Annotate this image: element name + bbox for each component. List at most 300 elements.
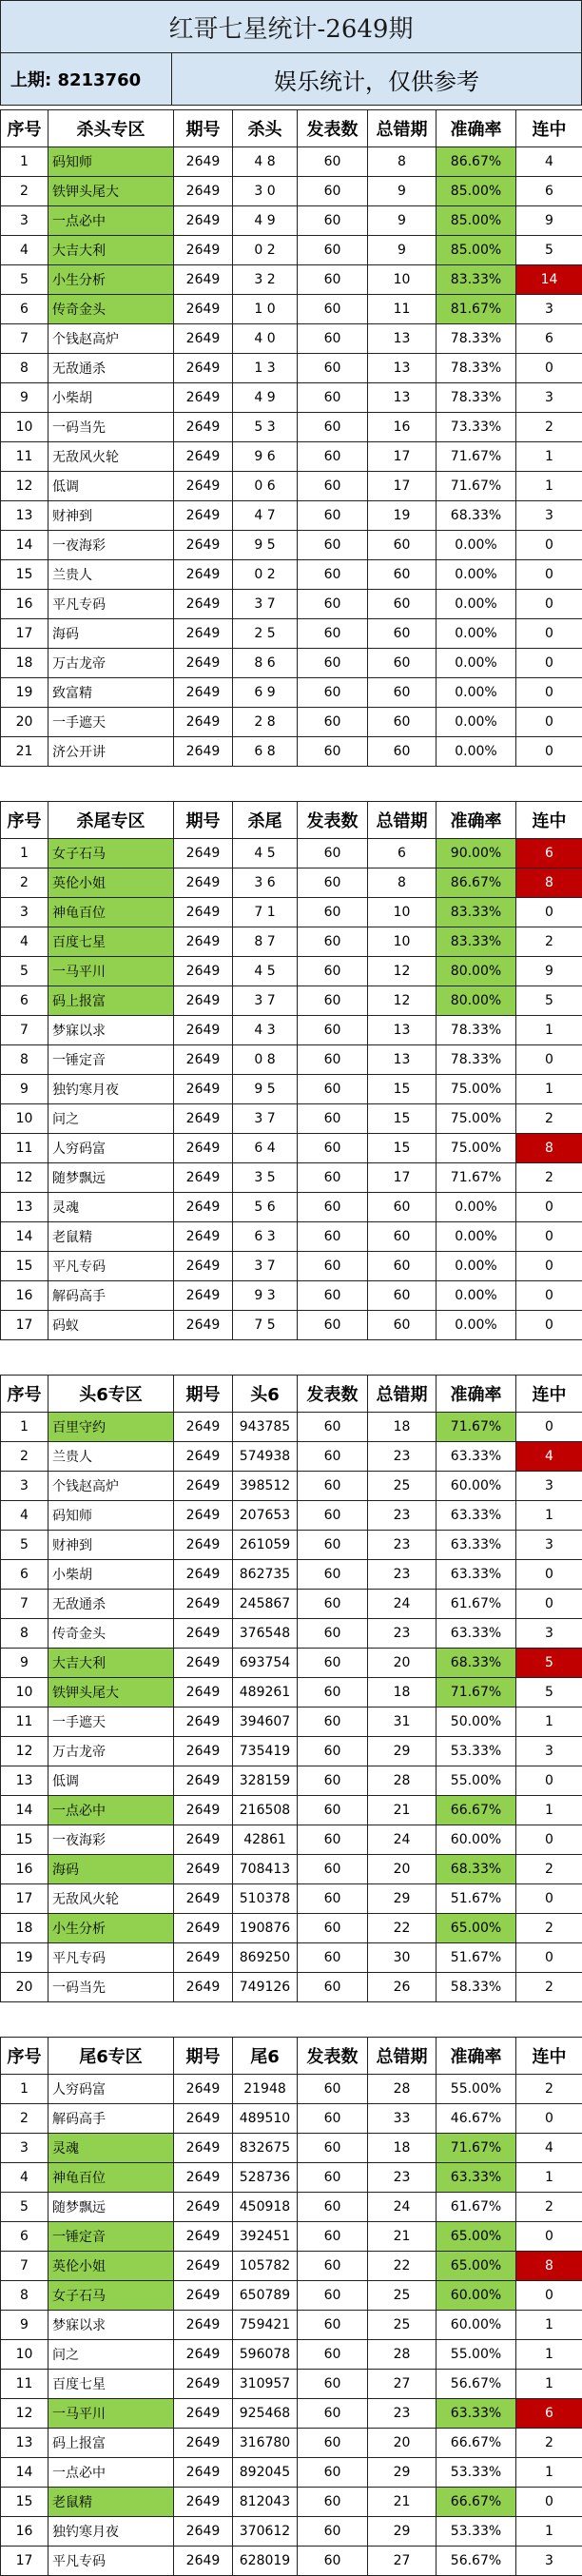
accuracy-rate-cell: 71.67% — [436, 2134, 516, 2163]
accuracy-rate-cell: 56.67% — [436, 2547, 516, 2576]
accuracy-rate-cell: 56.67% — [436, 2370, 516, 2399]
win-streak-cell: 2 — [516, 2193, 582, 2222]
column-header-published-count: 发表数 — [298, 110, 368, 147]
published-count-cell: 60 — [298, 1796, 368, 1825]
win-streak-cell: 6 — [516, 839, 582, 868]
accuracy-rate-cell: 83.33% — [436, 265, 516, 295]
table-row — [1, 1531, 582, 1560]
issue-number-cell: 2649 — [174, 2104, 233, 2134]
prediction-value-cell: 574938 — [233, 1442, 298, 1472]
table-row — [1, 236, 582, 265]
prediction-value-cell: 3 2 — [233, 265, 298, 295]
total-errors-cell: 27 — [368, 2370, 436, 2399]
prediction-value-cell: 4 8 — [233, 147, 298, 177]
expert-name-cell: 一码当先 — [48, 1973, 174, 2002]
row-number-cell: 1 — [1, 147, 48, 177]
expert-name-cell: 一马平川 — [48, 957, 174, 986]
issue-number-cell: 2649 — [174, 839, 233, 868]
table-row — [1, 1678, 582, 1708]
win-streak-cell: 2 — [516, 413, 582, 442]
prediction-value-cell: 5 6 — [233, 1193, 298, 1222]
prediction-value-cell: 3 7 — [233, 1104, 298, 1134]
expert-name-cell: 海码 — [48, 619, 174, 649]
accuracy-rate-cell: 81.67% — [436, 295, 516, 324]
accuracy-rate-cell: 75.00% — [436, 1134, 516, 1163]
table-row — [1, 147, 582, 177]
table-row — [1, 324, 582, 354]
row-number-cell: 7 — [1, 1590, 48, 1619]
issue-number-cell: 2649 — [174, 1222, 233, 1252]
row-number-cell: 21 — [1, 737, 48, 767]
win-streak-cell: 1 — [516, 1075, 582, 1104]
accuracy-rate-cell: 51.67% — [436, 1943, 516, 1973]
total-errors-cell: 18 — [368, 1678, 436, 1708]
total-errors-cell: 23 — [368, 1531, 436, 1560]
win-streak-cell: 0 — [516, 1825, 582, 1855]
column-header-published-count: 发表数 — [298, 1376, 368, 1413]
total-errors-cell: 20 — [368, 1855, 436, 1884]
total-errors-cell: 29 — [368, 2458, 436, 2488]
table-row — [1, 2281, 582, 2311]
issue-number-cell: 2649 — [174, 2311, 233, 2340]
issue-number-cell: 2649 — [174, 927, 233, 957]
published-count-cell: 60 — [298, 2252, 368, 2281]
row-number-cell: 2 — [1, 177, 48, 206]
table-row — [1, 1708, 582, 1737]
column-header-expert-name: 头6专区 — [48, 1376, 174, 1413]
total-errors-cell: 8 — [368, 868, 436, 898]
total-errors-cell: 19 — [368, 501, 436, 531]
issue-number-cell: 2649 — [174, 1501, 233, 1531]
table-row — [1, 1045, 582, 1075]
column-header-issue-number: 期号 — [174, 110, 233, 147]
total-errors-cell: 15 — [368, 1075, 436, 1104]
accuracy-rate-cell: 71.67% — [436, 1163, 516, 1193]
issue-number-cell: 2649 — [174, 383, 233, 413]
issue-number-cell: 2649 — [174, 1619, 233, 1649]
accuracy-rate-cell: 63.33% — [436, 1560, 516, 1590]
column-header-issue-number: 期号 — [174, 1376, 233, 1413]
table-row — [1, 927, 582, 957]
prediction-value-cell: 596078 — [233, 2340, 298, 2370]
issue-number-cell: 2649 — [174, 1737, 233, 1766]
total-errors-cell: 24 — [368, 1590, 436, 1619]
prediction-value-cell: 7 5 — [233, 1311, 298, 1340]
row-number-cell: 2 — [1, 2104, 48, 2134]
published-count-cell: 60 — [298, 868, 368, 898]
table-row — [1, 206, 582, 236]
row-number-cell: 18 — [1, 1914, 48, 1943]
published-count-cell: 60 — [298, 2222, 368, 2252]
row-number-cell: 3 — [1, 898, 48, 927]
table-row — [1, 2193, 582, 2222]
win-streak-cell: 1 — [516, 2163, 582, 2193]
total-errors-cell: 24 — [368, 1825, 436, 1855]
issue-number-cell: 2649 — [174, 1649, 233, 1678]
prediction-value-cell: 8 7 — [233, 927, 298, 957]
expert-name-cell: 大吉大利 — [48, 236, 174, 265]
table-row — [1, 1560, 582, 1590]
issue-number-cell: 2649 — [174, 236, 233, 265]
accuracy-rate-cell: 55.00% — [436, 2075, 516, 2104]
published-count-cell: 60 — [298, 2517, 368, 2547]
accuracy-rate-cell: 0.00% — [436, 737, 516, 767]
accuracy-rate-cell: 63.33% — [436, 1531, 516, 1560]
row-number-cell: 5 — [1, 2193, 48, 2222]
published-count-cell: 60 — [298, 1855, 368, 1884]
prediction-value-cell: 892045 — [233, 2458, 298, 2488]
issue-number-cell: 2649 — [174, 147, 233, 177]
total-errors-cell: 10 — [368, 898, 436, 927]
row-number-cell: 6 — [1, 2222, 48, 2252]
published-count-cell: 60 — [298, 1045, 368, 1075]
prediction-value-cell: 4 5 — [233, 839, 298, 868]
row-number-cell: 19 — [1, 678, 48, 708]
published-count-cell: 60 — [298, 1766, 368, 1796]
row-number-cell: 13 — [1, 1766, 48, 1796]
table-row — [1, 1104, 582, 1134]
published-count-cell: 60 — [298, 1973, 368, 2002]
table-row — [1, 2163, 582, 2193]
table-row — [1, 2311, 582, 2340]
win-streak-cell: 3 — [516, 1472, 582, 1501]
issue-number-cell: 2649 — [174, 1884, 233, 1914]
table-row — [1, 1311, 582, 1340]
table-row — [1, 1590, 582, 1619]
issue-number-cell: 2649 — [174, 177, 233, 206]
prediction-value-cell: 4 3 — [233, 1016, 298, 1045]
prediction-value-cell: 7 1 — [233, 898, 298, 927]
issue-number-cell: 2649 — [174, 1914, 233, 1943]
prediction-value-cell: 4 9 — [233, 383, 298, 413]
expert-name-cell: 海码 — [48, 1855, 174, 1884]
table-row — [1, 1016, 582, 1045]
prediction-value-cell: 650789 — [233, 2281, 298, 2311]
table-row — [1, 1472, 582, 1501]
table-row — [1, 2104, 582, 2134]
table-row — [1, 1884, 582, 1914]
published-count-cell: 60 — [298, 2104, 368, 2134]
published-count-cell: 60 — [298, 413, 368, 442]
accuracy-rate-cell: 50.00% — [436, 1708, 516, 1737]
row-number-cell: 14 — [1, 1796, 48, 1825]
published-count-cell: 60 — [298, 265, 368, 295]
prediction-value-cell: 628019 — [233, 2547, 298, 2576]
accuracy-rate-cell: 0.00% — [436, 590, 516, 619]
published-count-cell: 60 — [298, 324, 368, 354]
table-row — [1, 1501, 582, 1531]
total-errors-cell: 60 — [368, 1193, 436, 1222]
table-row — [1, 619, 582, 649]
row-number-cell: 2 — [1, 868, 48, 898]
table-row — [1, 295, 582, 324]
published-count-cell: 60 — [298, 986, 368, 1016]
expert-name-cell: 铁钾头尾大 — [48, 1678, 174, 1708]
table-row — [1, 531, 582, 560]
column-header-win-streak: 连中 — [516, 1376, 582, 1413]
table-row — [1, 708, 582, 737]
expert-name-cell: 财神到 — [48, 501, 174, 531]
table-row — [1, 1766, 582, 1796]
accuracy-rate-cell: 68.33% — [436, 1649, 516, 1678]
issue-number-cell: 2649 — [174, 295, 233, 324]
published-count-cell: 60 — [298, 1501, 368, 1531]
published-count-cell: 60 — [298, 442, 368, 472]
expert-name-cell: 百度七星 — [48, 927, 174, 957]
win-streak-cell: 0 — [516, 531, 582, 560]
total-errors-cell: 60 — [368, 1311, 436, 1340]
win-streak-cell: 6 — [516, 177, 582, 206]
expert-name-cell: 英伦小姐 — [48, 2252, 174, 2281]
accuracy-rate-cell: 60.00% — [436, 2281, 516, 2311]
published-count-cell: 60 — [298, 531, 368, 560]
column-header-prediction-value: 杀头 — [233, 110, 298, 147]
win-streak-cell: 0 — [516, 678, 582, 708]
win-streak-cell: 9 — [516, 206, 582, 236]
accuracy-rate-cell: 78.33% — [436, 1045, 516, 1075]
total-errors-cell: 20 — [368, 1649, 436, 1678]
win-streak-cell: 0 — [516, 1766, 582, 1796]
column-header-expert-name: 杀尾专区 — [48, 802, 174, 839]
accuracy-rate-cell: 73.33% — [436, 413, 516, 442]
expert-name-cell: 一锤定音 — [48, 1045, 174, 1075]
total-errors-cell: 11 — [368, 295, 436, 324]
published-count-cell: 60 — [298, 2281, 368, 2311]
published-count-cell: 60 — [298, 206, 368, 236]
issue-number-cell: 2649 — [174, 1075, 233, 1104]
table-row — [1, 1796, 582, 1825]
accuracy-rate-cell: 55.00% — [436, 2340, 516, 2370]
table-row — [1, 413, 582, 442]
column-header-total-errors: 总错期 — [368, 110, 436, 147]
win-streak-cell: 4 — [516, 1442, 582, 1472]
row-number-cell: 10 — [1, 2340, 48, 2370]
table-row — [1, 472, 582, 501]
table-row — [1, 2370, 582, 2399]
accuracy-rate-cell: 61.67% — [436, 2193, 516, 2222]
expert-name-cell: 解码高手 — [48, 2104, 174, 2134]
published-count-cell: 60 — [298, 1560, 368, 1590]
win-streak-cell: 1 — [516, 1796, 582, 1825]
prediction-value-cell: 735419 — [233, 1737, 298, 1766]
prediction-value-cell: 489510 — [233, 2104, 298, 2134]
prediction-value-cell: 832675 — [233, 2134, 298, 2163]
expert-name-cell: 神龟百位 — [48, 2163, 174, 2193]
published-count-cell: 60 — [298, 1311, 368, 1340]
table-row — [1, 2252, 582, 2281]
published-count-cell: 60 — [298, 1413, 368, 1442]
column-header-expert-name: 杀头专区 — [48, 110, 174, 147]
published-count-cell: 60 — [298, 472, 368, 501]
expert-name-cell: 随梦飘远 — [48, 1163, 174, 1193]
expert-name-cell: 万古龙帝 — [48, 649, 174, 678]
total-errors-cell: 23 — [368, 2399, 436, 2429]
issue-number-cell: 2649 — [174, 2547, 233, 2576]
issue-number-cell: 2649 — [174, 957, 233, 986]
win-streak-cell: 0 — [516, 1943, 582, 1973]
issue-number-cell: 2649 — [174, 1252, 233, 1281]
total-errors-cell: 29 — [368, 2517, 436, 2547]
accuracy-rate-cell: 78.33% — [436, 354, 516, 383]
accuracy-rate-cell: 63.33% — [436, 2399, 516, 2429]
total-errors-cell: 23 — [368, 1560, 436, 1590]
published-count-cell: 60 — [298, 1825, 368, 1855]
row-number-cell: 20 — [1, 1973, 48, 2002]
total-errors-cell: 9 — [368, 206, 436, 236]
win-streak-cell: 1 — [516, 2370, 582, 2399]
prediction-value-cell: 8 6 — [233, 649, 298, 678]
expert-name-cell: 万古龙帝 — [48, 1737, 174, 1766]
win-streak-cell: 0 — [516, 708, 582, 737]
win-streak-cell: 5 — [516, 236, 582, 265]
table-row — [1, 1413, 582, 1442]
table-row — [1, 354, 582, 383]
accuracy-rate-cell: 86.67% — [436, 868, 516, 898]
accuracy-rate-cell: 0.00% — [436, 678, 516, 708]
prediction-value-cell: 2 8 — [233, 708, 298, 737]
published-count-cell: 60 — [298, 1163, 368, 1193]
published-count-cell: 60 — [298, 1708, 368, 1737]
table-row — [1, 2075, 582, 2104]
win-streak-cell: 3 — [516, 1737, 582, 1766]
win-streak-cell: 0 — [516, 590, 582, 619]
prediction-value-cell: 4 5 — [233, 957, 298, 986]
row-number-cell: 10 — [1, 1104, 48, 1134]
expert-name-cell: 无敌通杀 — [48, 1590, 174, 1619]
total-errors-cell: 33 — [368, 2104, 436, 2134]
total-errors-cell: 13 — [368, 354, 436, 383]
total-errors-cell: 18 — [368, 2134, 436, 2163]
row-number-cell: 13 — [1, 501, 48, 531]
accuracy-rate-cell: 0.00% — [436, 1252, 516, 1281]
prediction-value-cell: 943785 — [233, 1413, 298, 1442]
prediction-value-cell: 1 3 — [233, 354, 298, 383]
total-errors-cell: 26 — [368, 1973, 436, 2002]
table-row — [1, 2399, 582, 2429]
published-count-cell: 60 — [298, 2134, 368, 2163]
table-row — [1, 442, 582, 472]
win-streak-cell: 1 — [516, 1016, 582, 1045]
prediction-value-cell: 42861 — [233, 1825, 298, 1855]
win-streak-cell: 8 — [516, 868, 582, 898]
table-row — [1, 2458, 582, 2488]
row-number-cell: 4 — [1, 236, 48, 265]
issue-number-cell: 2649 — [174, 868, 233, 898]
published-count-cell: 60 — [298, 1590, 368, 1619]
expert-name-cell: 码蚁 — [48, 1311, 174, 1340]
row-number-cell: 10 — [1, 413, 48, 442]
accuracy-rate-cell: 83.33% — [436, 898, 516, 927]
published-count-cell: 60 — [298, 1281, 368, 1311]
accuracy-rate-cell: 75.00% — [436, 1104, 516, 1134]
row-number-cell: 15 — [1, 1825, 48, 1855]
prediction-value-cell: 310957 — [233, 2370, 298, 2399]
stats-table — [0, 1375, 582, 2002]
table-row — [1, 1163, 582, 1193]
row-number-cell: 3 — [1, 206, 48, 236]
expert-name-cell: 济公开讲 — [48, 737, 174, 767]
published-count-cell: 60 — [298, 2075, 368, 2104]
expert-name-cell: 低调 — [48, 472, 174, 501]
expert-name-cell: 低调 — [48, 1766, 174, 1796]
accuracy-rate-cell: 78.33% — [436, 383, 516, 413]
accuracy-rate-cell: 0.00% — [436, 1193, 516, 1222]
row-number-cell: 12 — [1, 2399, 48, 2429]
total-errors-cell: 15 — [368, 1134, 436, 1163]
issue-number-cell: 2649 — [174, 1531, 233, 1560]
table-row — [1, 177, 582, 206]
table-row — [1, 2488, 582, 2517]
row-number-cell: 16 — [1, 1281, 48, 1311]
published-count-cell: 60 — [298, 1649, 368, 1678]
accuracy-rate-cell: 0.00% — [436, 649, 516, 678]
published-count-cell: 60 — [298, 1943, 368, 1973]
total-errors-cell: 22 — [368, 1914, 436, 1943]
expert-name-cell: 一点必中 — [48, 206, 174, 236]
column-header-row-number: 序号 — [1, 1376, 48, 1413]
accuracy-rate-cell: 65.00% — [436, 2222, 516, 2252]
total-errors-cell: 31 — [368, 1708, 436, 1737]
issue-number-cell: 2649 — [174, 678, 233, 708]
prediction-value-cell: 190876 — [233, 1914, 298, 1943]
accuracy-rate-cell: 53.33% — [436, 2517, 516, 2547]
prediction-value-cell: 398512 — [233, 1472, 298, 1501]
published-count-cell: 60 — [298, 590, 368, 619]
table-row — [1, 2134, 582, 2163]
expert-name-cell: 财神到 — [48, 1531, 174, 1560]
accuracy-rate-cell: 83.33% — [436, 927, 516, 957]
win-streak-cell: 2 — [516, 1914, 582, 1943]
table-row — [1, 839, 582, 868]
expert-name-cell: 随梦飘远 — [48, 2193, 174, 2222]
row-number-cell: 16 — [1, 590, 48, 619]
total-errors-cell: 21 — [368, 1796, 436, 1825]
expert-name-cell: 一夜海彩 — [48, 1825, 174, 1855]
table-row — [1, 2547, 582, 2576]
win-streak-cell: 1 — [516, 1501, 582, 1531]
prediction-value-cell: 105782 — [233, 2252, 298, 2281]
total-errors-cell: 28 — [368, 2340, 436, 2370]
expert-name-cell: 人穷码富 — [48, 1134, 174, 1163]
total-errors-cell: 60 — [368, 1281, 436, 1311]
accuracy-rate-cell: 63.33% — [436, 1619, 516, 1649]
win-streak-cell: 3 — [516, 2547, 582, 2576]
prediction-value-cell: 9 3 — [233, 1281, 298, 1311]
issue-number-cell: 2649 — [174, 1413, 233, 1442]
win-streak-cell: 1 — [516, 1708, 582, 1737]
column-header-total-errors: 总错期 — [368, 802, 436, 839]
issue-number-cell: 2649 — [174, 354, 233, 383]
published-count-cell: 60 — [298, 1193, 368, 1222]
accuracy-rate-cell: 68.33% — [436, 501, 516, 531]
expert-name-cell: 一点必中 — [48, 2458, 174, 2488]
table-row — [1, 1075, 582, 1104]
row-number-cell: 11 — [1, 442, 48, 472]
win-streak-cell: 0 — [516, 619, 582, 649]
accuracy-rate-cell: 63.33% — [436, 1501, 516, 1531]
total-errors-cell: 8 — [368, 147, 436, 177]
accuracy-rate-cell: 71.67% — [436, 1413, 516, 1442]
accuracy-rate-cell: 60.00% — [436, 2311, 516, 2340]
table-row — [1, 590, 582, 619]
column-header-expert-name: 尾6专区 — [48, 2038, 174, 2075]
row-number-cell: 8 — [1, 354, 48, 383]
stats-table — [0, 2037, 582, 2576]
accuracy-rate-cell: 65.00% — [436, 1914, 516, 1943]
table-row — [1, 1855, 582, 1884]
table-row — [1, 1973, 582, 2002]
total-errors-cell: 18 — [368, 1413, 436, 1442]
